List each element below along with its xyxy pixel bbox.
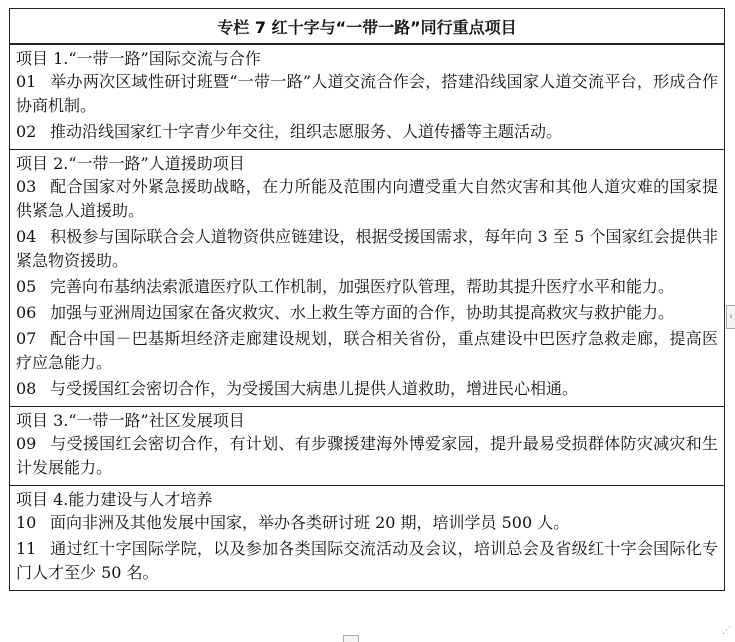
section-3 [10,407,724,486]
side-collapse-handle[interactable]: ‹ [726,305,735,329]
item-text: 积极参与国际联合会人道物资供应链建设，根据受援国需求，每年向 3 至 5 个国家红会提供非紧急物资援助。 [16,227,718,270]
list-item [16,301,718,325]
item-text: 举办两次区域性研讨班暨“一带一路”人道交流合作会，搭建沿线国家人道交流平台，形成合作协商机制。 [16,72,718,115]
section-title: 项目 2.“一带一路”人道援助项目 [16,154,245,173]
item-number: 05 [16,277,37,296]
item-number: 03 [16,177,37,196]
section-title: 项目 3.“一带一路”社区发展项目 [16,411,245,430]
item-number: 04 [16,227,37,246]
list-item [16,70,718,118]
item-text: 与受援国红会密切合作，有计划、有步骤援建海外博爱家园，提升最易受损群体防灾减灾和生计发展能力。 [16,434,718,477]
list-item [16,175,718,223]
project-table [9,8,725,591]
list-item [16,537,718,585]
item-text: 推动沿线国家红十字青少年交往，组织志愿服务、人道传播等主题活动。 [50,122,563,141]
corner-resize-icon[interactable]: ⋰ [722,626,731,636]
bottom-resize-handle[interactable] [343,635,359,642]
section-2 [10,150,724,407]
item-text: 完善向布基纳法索派遣医疗队工作机制，加强医疗队管理，帮助其提升医疗水平和能力。 [50,277,675,296]
list-item [16,432,718,480]
item-text: 与受援国红会密切合作，为受援国大病患儿提供人道救助，增进民心相通。 [50,379,579,398]
list-item [16,275,718,299]
section-title: 项目 1.“一带一路”国际交流与合作 [16,49,261,68]
table-title: 专栏 7 红十字与“一带一路”同行重点项目 [10,9,724,45]
list-item [16,327,718,375]
item-number: 11 [16,539,37,558]
section-4 [10,486,724,590]
list-item [16,377,718,401]
item-number: 02 [16,122,37,141]
item-number: 06 [16,303,37,322]
section-title: 项目 4.能力建设与人才培养 [16,490,213,509]
item-number: 09 [16,434,37,453]
list-item [16,120,718,144]
item-text: 通过红十字国际学院，以及参加各类国际交流活动及会议，培训总会及省级红十字会国际化专门人才至少 50 名。 [16,539,718,582]
item-number: 07 [16,329,37,348]
list-item [16,511,718,535]
item-text: 配合中国－巴基斯坦经济走廊建设规划，联合相关省份，重点建设中巴医疗急救走廊，提高医疗应急能力。 [16,329,718,372]
item-text: 配合国家对外紧急援助战略，在力所能及范围内向遭受重大自然灾害和其他人道灾难的国家提供紧急人道援助。 [16,177,718,220]
item-number: 01 [16,72,37,91]
item-number: 08 [16,379,37,398]
list-item [16,225,718,273]
item-text: 加强与亚洲周边国家在备灾救灾、水上救生等方面的合作，协助其提高救灾与救护能力。 [50,303,675,322]
item-number: 10 [16,513,37,532]
section-1 [10,45,724,150]
item-text: 面向非洲及其他发展中国家，举办各类研讨班 20 期，培训学员 500 人。 [50,513,570,532]
